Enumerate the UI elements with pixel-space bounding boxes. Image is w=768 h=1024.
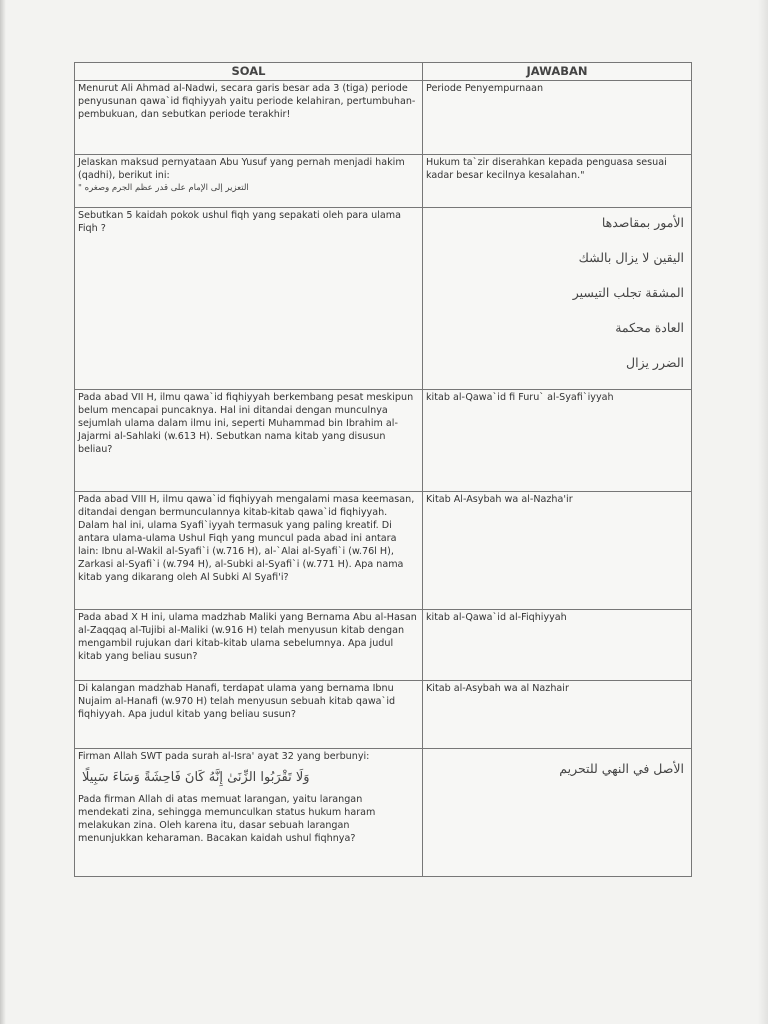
answer-text: Hukum ta`zir diserahkan kepada penguasa sesuai kadar besar kecilnya kesalahan." (426, 157, 667, 181)
answer-text: Kitab al-Asybah wa al Nazhair (426, 683, 569, 694)
scan-edge-left (0, 0, 6, 1024)
table-row (75, 749, 692, 877)
question-cell (75, 749, 423, 877)
table-row (75, 492, 692, 610)
table-row (75, 208, 692, 390)
question-intro-text: Firman Allah SWT pada surah al-Isra' ayat 32 yang berbunyi: (78, 751, 370, 762)
answer-text: Kitab Al-Asybah wa al-Nazha'ir (426, 494, 573, 505)
question-cell (75, 208, 423, 390)
question-cell (75, 492, 423, 610)
question-cell (75, 610, 423, 681)
list-item: الضرر يزال (626, 355, 684, 370)
answer-text: kitab al-Qawa`id fi Furu` al-Syafi`iyyah (426, 392, 614, 403)
question-cell (75, 390, 423, 492)
answer-arabic-list (426, 209, 688, 388)
answer-cell (423, 749, 692, 877)
scan-edge-right (758, 0, 768, 1024)
question-text: Sebutkan 5 kaidah pokok ushul fiqh yang sepakati oleh para ulama Fiqh ? (78, 210, 402, 234)
question-cell (75, 155, 423, 208)
question-text: Pada abad X H ini, ulama madzhab Maliki yang Bernama Abu al-Hasan al-Zaqqaq al-Tujibi al-Maliki (w.916 H) telah menyusun kitab dengan mengambil rujukan dari kitab-kitab ulama sebelumnya. Apa judul kitab yang beliau susun? (78, 612, 417, 662)
question-text: Pada firman Allah di atas memuat larangan, yaitu larangan mendekati zina, sehingga memunculkan status hukum haram melakukan zina. Oleh karena itu, dasar sebuah larangan menunjukkan keharaman. Bacakan kaidah ushul fiqhnya? (78, 794, 376, 844)
answer-text: Periode Penyempurnaan (426, 83, 544, 94)
list-item: الأمور بمقاصدها (601, 215, 684, 230)
question-text: Pada abad VIII H, ilmu qawa`id fiqhiyyah mengalami masa keemasan, ditandai dengan bermunculannya kitab-kitab qawa`id fiqhiyyah. Dalam hal ini, ulama Syafi`iyyah termasuk yang paling kreatif. Di antara ulama-ulama Ushul Fiqh yang muncul pada abad ini antara lain: Ibnu al-Wakil al-Syafi`i (w.716 H), al-`Alai al-Syafi`i (w.76l H), Zarkasi al-Syafi`i (w.794 H), al-Subki al-Syafi`i (w.771 H). Apa nama kitab yang dikarang oleh Al Subki Al Syafi'i? (78, 494, 415, 583)
table-row (75, 610, 692, 681)
table-header-row (75, 63, 692, 81)
question-cell (75, 681, 423, 749)
question-text: Jelaskan maksud pernyataan Abu Yusuf yang pernah menjadi hakim (qadhi), berikut ini: (78, 157, 405, 181)
question-text: Pada abad VII H, ilmu qawa`id fiqhiyyah berkembang pesat meskipun belum mencapai puncaknya. Hal ini ditandai dengan munculnya sejumlah ulama dalam ilmu ini, seperti Muhammad bin Ibrahim al- Jajarmi al-Sahlaki (w.613 H). Sebutkan nama kitab yang disusun beliau? (78, 392, 414, 455)
list-item: المشقة تجلب التيسير (572, 285, 684, 300)
question-arabic-text: التعزير إلى الإمام على قدر عظم الجرم وصغره " (78, 183, 249, 193)
table-row (75, 155, 692, 208)
header-jawaban: JAWABAN (423, 63, 692, 81)
quran-verse: وَلَا تَقْرَبُوا الزِّنَىٰ إِنَّهُ كَانَ فَاحِشَةً وَسَاءَ سَبِيلًا (82, 770, 310, 785)
qa-table (74, 62, 692, 877)
answer-text: kitab al-Qawa`id al-Fiqhiyyah (426, 612, 567, 623)
table-row (75, 81, 692, 155)
question-cell (75, 81, 423, 155)
answer-cell (423, 155, 692, 208)
header-soal: SOAL (75, 63, 423, 81)
answer-arabic-text: الأصل في النهي للتحريم (559, 761, 684, 776)
answer-cell (423, 610, 692, 681)
answer-cell (423, 208, 692, 390)
list-item: العادة محكمة (615, 320, 684, 335)
answer-cell (423, 492, 692, 610)
question-text: Menurut Ali Ahmad al-Nadwi, secara garis besar ada 3 (tiga) periode penyusunan qawa`id fiqhiyyah yaitu periode kelahiran, pertumbuhan- pembukuan, dan sebutkan periode terakhir! (78, 83, 416, 120)
answer-cell (423, 681, 692, 749)
question-text: Di kalangan madzhab Hanafi, terdapat ulama yang bernama Ibnu Nujaim al-Hanafi (w.970 H) telah menyusun sebuah kitab qawa`id fiqhiyyah. Apa judul kitab yang beliau susun? (78, 683, 396, 720)
answer-cell (423, 81, 692, 155)
list-item: اليقين لا يزال بالشك (578, 250, 684, 265)
answer-cell (423, 390, 692, 492)
table-row (75, 390, 692, 492)
table-row (75, 681, 692, 749)
